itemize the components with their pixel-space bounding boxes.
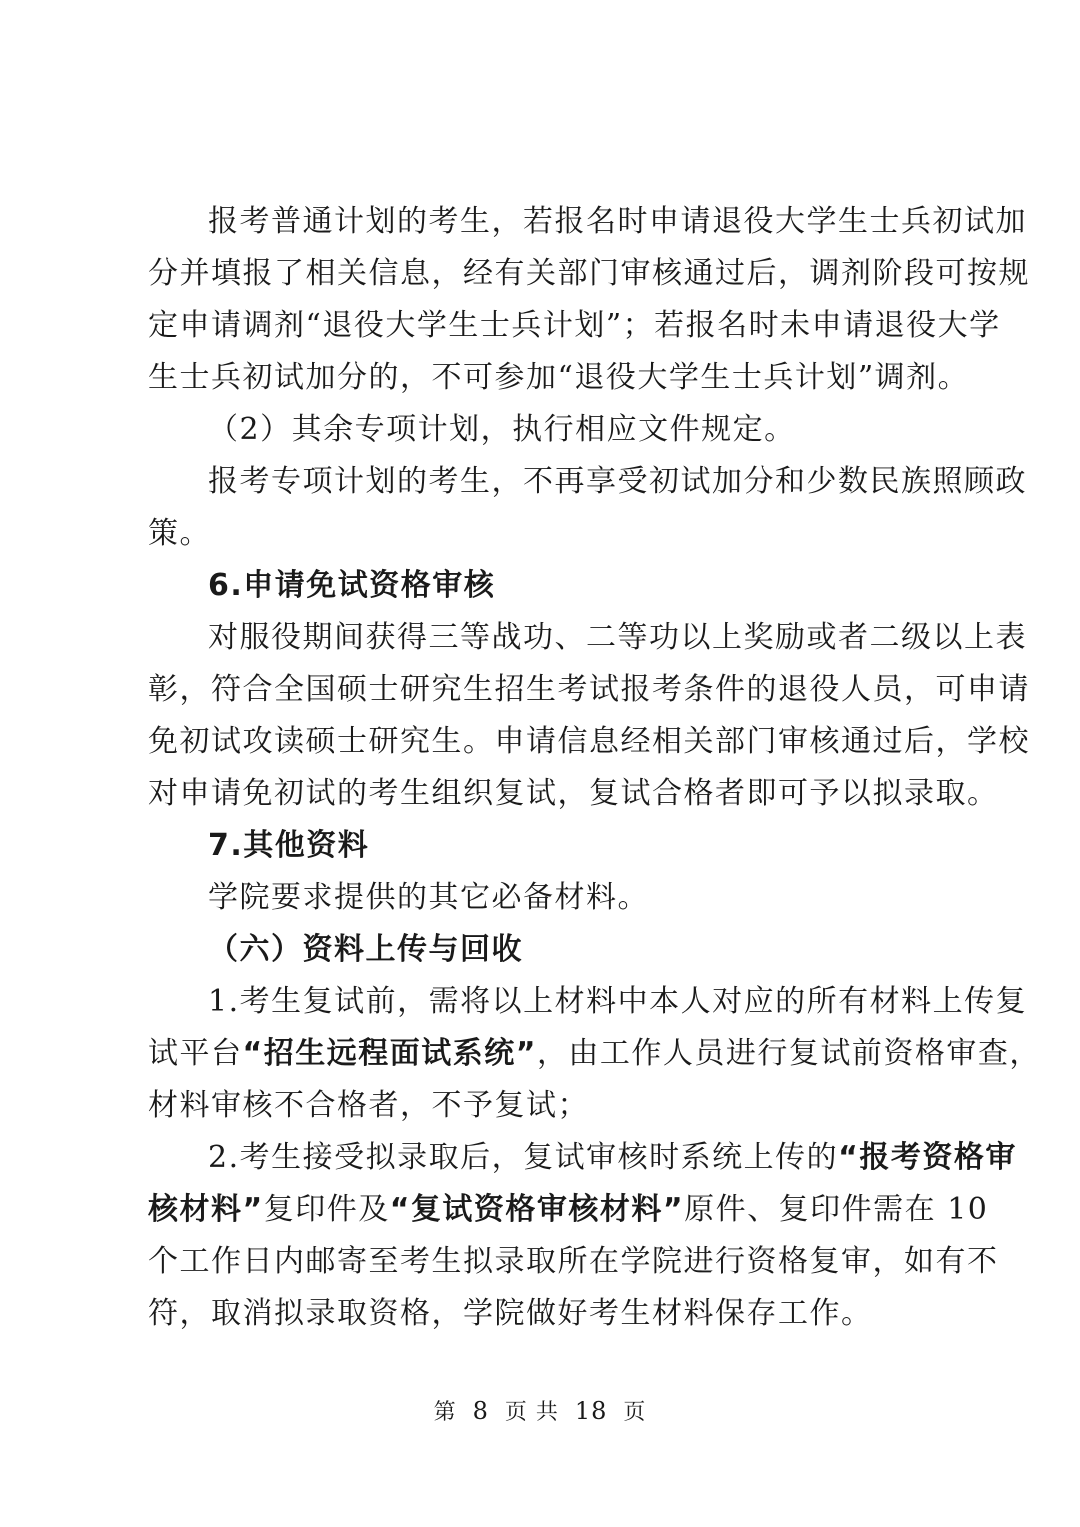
material-emphasis: “复试资格审核材料” — [389, 1192, 685, 1227]
text-line: 材料审核不合格者，不予复试； — [148, 1088, 589, 1123]
text-span: 试平台 — [148, 1036, 243, 1071]
paragraph-other-special-plans: （2）其余专项计划，执行相应文件规定。 — [208, 412, 796, 447]
text-line: 对申请免初试的考生组织复试，复试合格者即可予以拟录取。 — [148, 776, 999, 811]
page-footer — [0, 1395, 1080, 1426]
text-line — [148, 1132, 1017, 1184]
paragraph-special-plan-policy — [148, 456, 1027, 560]
text-line: 对服役期间获得三等战功、二等功以上奖励或者二级以上表 — [208, 620, 1027, 655]
section-heading-6: 6.申请免试资格审核 — [208, 568, 496, 603]
text-span: 原件、复印件需在 10 — [684, 1192, 989, 1227]
footer-prefix: 第 — [433, 1400, 457, 1425]
paragraph-other-materials: 学院要求提供的其它必备材料。 — [208, 880, 649, 915]
section-heading-7: 7.其他资料 — [208, 828, 370, 863]
text-line: 分并填报了相关信息，经有关部门审核通过后，调剂阶段可按规 — [148, 256, 1030, 291]
text-span: 复印件及 — [263, 1192, 390, 1227]
text-span: ，由工作人员进行复试前资格审查， — [536, 1036, 1041, 1071]
text-span: 2.考生接受拟录取后，复试审核时系统上传的 — [208, 1140, 839, 1175]
text-line — [148, 1184, 989, 1236]
text-line: 生士兵初试加分的，不可参加“退役大学生士兵计划”调剂。 — [148, 360, 970, 395]
paragraph-veteran-adjustment — [148, 196, 1030, 404]
text-line: 彰，符合全国硕士研究生招生考试报考条件的退役人员，可申请 — [148, 672, 1030, 707]
text-line — [148, 1028, 1041, 1080]
text-line: 报考普通计划的考生，若报名时申请退役大学生士兵初试加 — [208, 204, 1027, 239]
paragraph-upload-1 — [148, 976, 1041, 1132]
footer-suffix: 页 — [623, 1400, 647, 1425]
text-line: 报考专项计划的考生，不再享受初试加分和少数民族照顾政 — [208, 464, 1027, 499]
text-line: 个工作日内邮寄至考生拟录取所在学院进行资格复审，如有不 — [148, 1244, 999, 1279]
text-line: 免初试攻读硕士研究生。申请信息经相关部门审核通过后，学校 — [148, 724, 1030, 759]
material-emphasis: 核材料” — [148, 1192, 264, 1227]
footer-middle: 页 共 — [504, 1400, 559, 1425]
text-line: 符，取消拟录取资格，学院做好考生材料保存工作。 — [148, 1296, 873, 1331]
paragraph-upload-2 — [148, 1132, 1017, 1340]
system-name-emphasis: “招生远程面试系统” — [242, 1036, 537, 1071]
paragraph-exemption — [148, 612, 1030, 820]
total-pages: 18 — [574, 1397, 608, 1425]
text-line: 定申请调剂“退役大学生士兵计划”；若报名时未申请退役大学 — [148, 308, 1001, 343]
page-number: 8 — [472, 1397, 489, 1425]
text-line: 策。 — [148, 516, 211, 551]
document-body — [148, 196, 1041, 1340]
text-line: 1.考生复试前，需将以上材料中本人对应的所有材料上传复 — [208, 984, 1028, 1019]
material-emphasis: “报考资格审 — [838, 1140, 1017, 1175]
section-heading-upload: （六）资料上传与回收 — [208, 932, 523, 967]
